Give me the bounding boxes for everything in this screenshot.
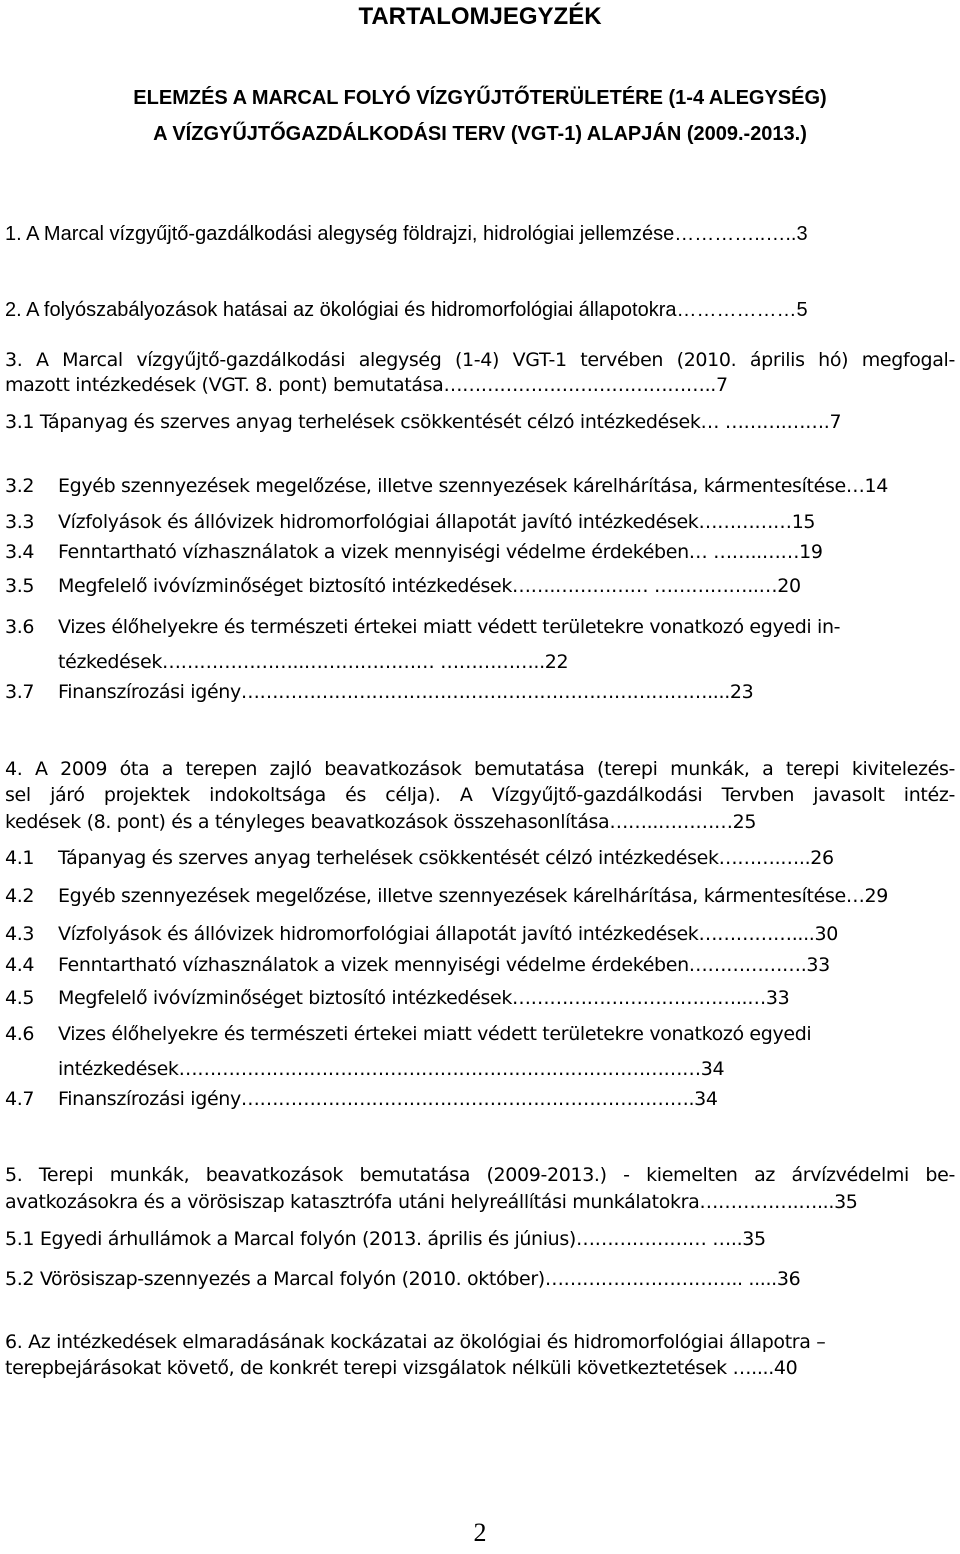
toc-number: 4.3 — [5, 923, 35, 945]
toc-text: Vizes élőhelyekre és természeti értekei miatt védett területekre vonatkozó egyedi in- — [58, 616, 841, 638]
toc-entry-5-line-2[interactable]: avatkozásokra és a vörösiszap katasztrófa utáni helyreállítási munkálatokra…………….…...35 — [5, 1191, 858, 1213]
toc-number: 4.1 — [5, 847, 35, 869]
toc-entry-3-4[interactable] — [5, 538, 955, 566]
toc-entry-3-line-1[interactable]: 3. A Marcal vízgyűjtő-gazdálkodási alegység (1-4) VGT-1 tervében (2010. április hó) megfogal- — [5, 349, 955, 371]
toc-number: 4.4 — [5, 954, 35, 976]
toc-number: 3.3 — [5, 511, 35, 533]
toc-text: Vizes élőhelyekre és természeti értekei miatt védett területekre vonatkozó egyedi — [58, 1023, 812, 1045]
toc-entry-4-6-line-2[interactable]: intézkedések…………………………………………………………………………34 — [58, 1058, 725, 1080]
toc-text: Megfelelő ivóvízminőséget biztosító intézkedések………………………………..…33 — [58, 987, 790, 1009]
toc-entry-3-3[interactable] — [5, 508, 955, 536]
toc-text: Tápanyag és szerves anyag terhelések csökkentését célzó intézkedések……….…..26 — [58, 847, 834, 869]
toc-entry-3-6-line-2[interactable]: tézkedések…………………..………………… ……………..22 — [58, 651, 569, 673]
toc-entry-3-line-2[interactable]: mazott intézkedések (VGT. 8. pont) bemutatása……………………………………..7 — [5, 374, 728, 396]
toc-entry-5-2[interactable]: 5.2 Vörösiszap-szennyezés a Marcal folyón (2010. október)………………………….. .....36 — [5, 1268, 801, 1290]
toc-entry-4-6-line-1[interactable] — [5, 1020, 955, 1048]
toc-number: 4.5 — [5, 987, 35, 1009]
toc-entry-6-line-1[interactable]: 6. Az intézkedések elmaradásának kockázatai az ökológiai és hidromorfológiai állapotra – — [5, 1331, 826, 1353]
toc-entry-4-line-2[interactable]: sel járó projektek indokoltsága és célja). A Vízgyűjtő-gazdálkodási Tervben javasolt intéz- — [5, 784, 955, 806]
toc-number: 4.7 — [5, 1088, 35, 1110]
toc-text: Vízfolyások és állóvizek hidromorfológiai állapotát javító intézkedések……………15 — [58, 511, 816, 533]
subtitle-line-2: A VÍZGYŰJTŐGAZDÁLKODÁSI TERV (VGT-1) ALAPJÁN (2009.-2013.) — [153, 123, 807, 145]
toc-text: Egyéb szennyezések megelőzése, illetve szennyezések kárelhárítása, kármentesítése…29 — [58, 885, 888, 907]
toc-entry-3-6-line-1[interactable] — [5, 613, 955, 641]
toc-entry-5-line-1[interactable]: 5. Terepi munkák, beavatkozások bemutatása (2009-2013.) - kiemelten az árvízvédelmi be- — [5, 1164, 955, 1186]
subtitle-line-1: ELEMZÉS A MARCAL FOLYÓ VÍZGYŰJTŐTERÜLETÉRE (1-4 ALEGYSÉG) — [133, 87, 827, 109]
toc-entry-4-7[interactable] — [5, 1085, 955, 1113]
toc-entry-3-2[interactable] — [5, 472, 955, 500]
toc-entry-4-5[interactable] — [5, 984, 955, 1012]
toc-number: 3.4 — [5, 541, 35, 563]
toc-entry-5-1[interactable]: 5.1 Egyedi árhullámok a Marcal folyón (2013. április és június)………………… …..35 — [5, 1228, 766, 1250]
toc-entry-4-1[interactable] — [5, 844, 955, 872]
toc-number: 3.7 — [5, 681, 35, 703]
toc-number: 3.6 — [5, 616, 35, 638]
toc-number: 4.6 — [5, 1023, 35, 1045]
toc-text: Fenntartható vízhasználatok a vizek mennyiségi védelme érdekében……………….33 — [58, 954, 830, 976]
toc-text: Egyéb szennyezések megelőzése, illetve szennyezések kárelhárítása, kármentesítése…14 — [58, 475, 888, 497]
toc-entry-3-7[interactable] — [5, 678, 955, 706]
toc-entry-4-4[interactable] — [5, 951, 955, 979]
toc-entry-2[interactable]: 2. A folyószabályozások hatásai az ökológiai és hidromorfológiai állapotokra………………5 — [5, 299, 808, 321]
toc-text: Megfelelő ivóvízminőséget biztosító intézkedések…….…………… ……………..…20 — [58, 575, 801, 597]
toc-entry-6-line-2[interactable]: terepbejárásokat követő, de konkrét terepi vizsgálatok nélküli következtetések …....40 — [5, 1357, 798, 1379]
toc-entry-3-1[interactable]: 3.1 Tápanyag és szerves anyag terhelések csökkentését célzó intézkedések… ……….…….7 — [5, 411, 842, 433]
toc-number: 3.5 — [5, 575, 35, 597]
toc-text: Vízfolyások és állóvizek hidromorfológiai állapotát javító intézkedések……………....30 — [58, 923, 838, 945]
toc-entry-1[interactable]: 1. A Marcal vízgyűjtő-gazdálkodási alegység földrajzi, hidrológiai jellemzése…………..…..3 — [5, 223, 808, 245]
toc-text: Fenntartható vízhasználatok a vizek mennyiségi védelme érdekében… ……..……19 — [58, 541, 823, 563]
toc-text: Finanszírozási igény……………………………………………………………….34 — [58, 1088, 718, 1110]
toc-entry-4-line-3[interactable]: kedések (8. pont) és a tényleges beavatkozások összehasonlítása……..…………25 — [5, 811, 757, 833]
toc-entry-4-2[interactable] — [5, 882, 955, 910]
page-title: TARTALOMJEGYZÉK — [358, 3, 602, 30]
page-number: 2 — [473, 1518, 487, 1547]
toc-entry-3-5[interactable] — [5, 572, 955, 600]
toc-entry-4-3[interactable] — [5, 920, 955, 948]
toc-text: Finanszírozási igény…………………………………………………………………....23 — [58, 681, 754, 703]
toc-entry-4-line-1[interactable]: 4. A 2009 óta a terepen zajló beavatkozások bemutatása (terepi munkák, a terepi kivitelezés- — [5, 758, 955, 780]
toc-number: 4.2 — [5, 885, 35, 907]
toc-number: 3.2 — [5, 475, 35, 497]
